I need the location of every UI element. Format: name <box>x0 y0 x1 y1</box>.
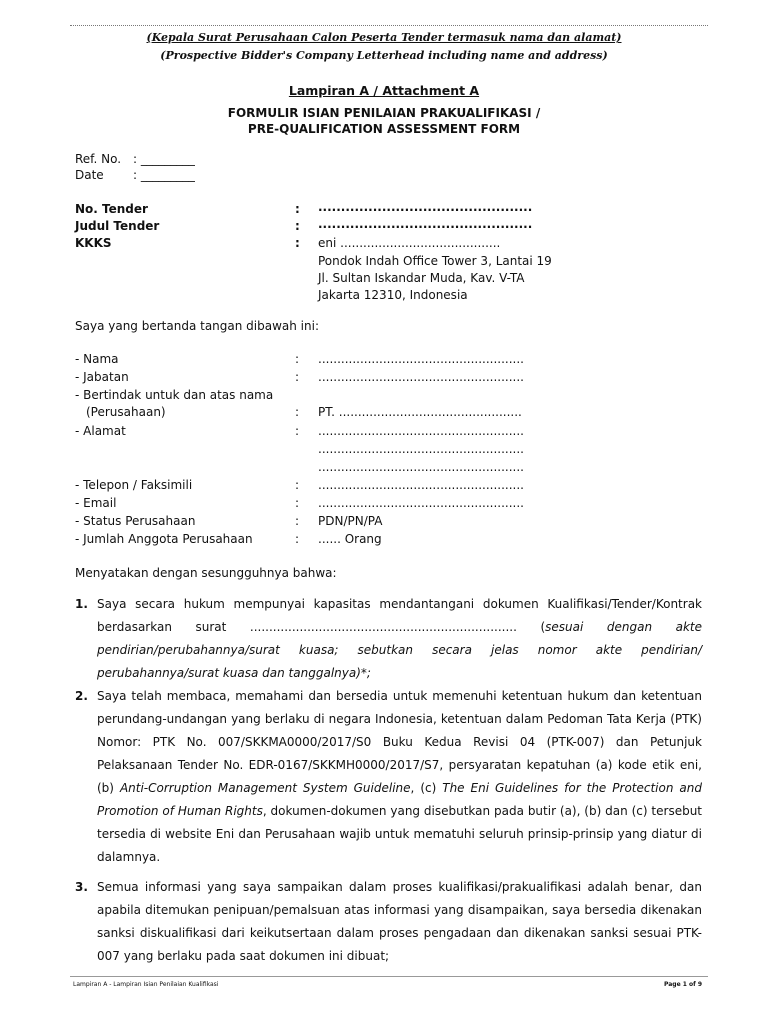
field-jumlah-value: ...... Orang <box>318 532 382 546</box>
field-jabatan-value: ...................................................... <box>318 370 524 384</box>
item-2-number: 2. <box>75 689 88 703</box>
no-tender-value: ............................................... <box>318 200 533 214</box>
kkks-address-2: Jl. Sultan Iskandar Muda, Kav. V-TA <box>318 271 525 285</box>
colon: : <box>295 202 300 216</box>
top-dotted-divider <box>70 25 708 26</box>
field-email-label: - Email <box>75 496 117 510</box>
no-tender-label: No. Tender <box>75 202 148 216</box>
attachment-title: Lampiran A / Attachment A <box>288 83 480 98</box>
declaration-intro: Menyatakan dengan sesungguhnya bahwa: <box>75 566 337 580</box>
judul-tender-value: ............................................... <box>318 217 533 231</box>
field-status-label: - Status Perusahaan <box>75 514 196 528</box>
item-1-number: 1. <box>75 597 88 611</box>
colon: : <box>295 424 300 438</box>
field-perusahaan-label: (Perusahaan) <box>86 405 166 419</box>
kkks-label: KKKS <box>75 236 112 250</box>
ref-no-value: : _________ <box>133 152 195 166</box>
footer-left-text: Lampiran A - Lampiran Isian Penilaian Kualifikasi <box>73 981 219 988</box>
letterhead-line-2: (Prospective Bidder's Company Letterhead including name and address) <box>160 49 608 62</box>
intro-text: Saya yang bertanda tangan dibawah ini: <box>75 319 319 333</box>
field-alamat-value-3: ...................................................... <box>318 460 524 474</box>
colon: : <box>295 478 300 492</box>
field-alamat-label: - Alamat <box>75 424 126 438</box>
colon: : <box>295 496 300 510</box>
item-2-text-c: , (c) <box>410 781 443 795</box>
colon: : <box>295 405 300 419</box>
item-1-text-main: Saya secara hukum mempunyai kapasitas mendantangani dokumen Kualifikasi/Tender/Kontrak berdasarkan surat ...................................................................... ( <box>97 597 702 634</box>
item-1-text-italic: sesuai dengan akte pendirian/perubahannya/surat kuasa; sebutkan secara jelas nomor akte pendirian/ perubahannya/surat kuasa dan tanggalnya)*; <box>97 620 702 680</box>
field-alamat-value-2: ...................................................... <box>318 442 524 456</box>
item-1-text <box>97 593 702 685</box>
colon: : <box>295 352 300 366</box>
field-perusahaan-value: PT. ................................................ <box>318 405 522 419</box>
kkks-address-3: Jakarta 12310, Indonesia <box>318 288 468 302</box>
item-2-text-b: Anti-Corruption Management System Guideline <box>119 781 411 795</box>
item-2-text-d: The Eni Guidelines for the Protection and Promotion of Human Rights <box>97 781 702 818</box>
colon: : <box>295 370 300 384</box>
field-nama-value: ...................................................... <box>318 352 524 366</box>
kkks-value: eni .......................................... <box>318 236 501 250</box>
field-bertindak-label: - Bertindak untuk dan atas nama <box>75 388 274 402</box>
footer-page-number: Page 1 of 9 <box>664 981 702 988</box>
field-alamat-value-1: ...................................................... <box>318 424 524 438</box>
colon: : <box>295 514 300 528</box>
date-label: Date <box>75 168 104 182</box>
colon: : <box>295 236 300 250</box>
field-status-value: PDN/PN/PA <box>318 514 383 528</box>
item-2-text <box>97 685 702 869</box>
form-title-id: FORMULIR ISIAN PENILAIAN PRAKUALIFIKASI / <box>227 106 541 120</box>
field-email-value: ...................................................... <box>318 496 524 510</box>
form-title-en: PRE-QUALIFICATION ASSESSMENT FORM <box>247 122 521 136</box>
field-nama-label: - Nama <box>75 352 119 366</box>
item-3-text: Semua informasi yang saya sampaikan dalam proses kualifikasi/prakualifikasi adalah benar, dan apabila ditemukan penipuan/pemalsuan atas informasi yang disampaikan, saya bersedia dikenakan sanksi diskualifikasi dari keikutsertaan dalam proses pengadaan dan dikenakan sanksi sesuai PTK-007 yang berlaku pada saat dokumen ini dibuat; <box>97 880 702 963</box>
kkks-address-1: Pondok Indah Office Tower 3, Lantai 19 <box>318 254 552 268</box>
colon: : <box>295 219 300 233</box>
judul-tender-label: Judul Tender <box>75 219 160 233</box>
date-value: : _________ <box>133 168 195 182</box>
field-jabatan-label: - Jabatan <box>75 370 129 384</box>
ref-no-label: Ref. No. <box>75 152 122 166</box>
item-3-number: 3. <box>75 880 88 894</box>
field-jumlah-label: - Jumlah Anggota Perusahaan <box>75 532 253 546</box>
footer-divider <box>70 976 708 977</box>
letterhead-line-1: (Kepala Surat Perusahaan Calon Peserta Tender termasuk nama dan alamat) <box>146 31 622 44</box>
item-2-text-a: Saya telah membaca, memahami dan bersedia untuk memenuhi ketentuan hukum dan ketentuan perundang-undangan yang berlaku di negara Indonesia, ketentuan dalam Pedoman Tata Kerja (PTK) Nomor: PTK No. 007/SKKMA0000/2017/S0 Buku Kedua Revisi 04 (PTK-007) dan Petunjuk Pelaksanaan Tender No. EDR-0167/SKKMH0000/2017/S7, persyaratan kepatuhan (a) kode etik eni, (b) <box>97 689 702 795</box>
field-telepon-value: ...................................................... <box>318 478 524 492</box>
colon: : <box>295 532 300 546</box>
item-2-text-e: , dokumen-dokumen yang disebutkan pada butir (a), (b) dan (c) tersebut tersedia di website Eni dan Perusahaan wajib untuk mematuhi seluruh prinsip-prinsip yang diatur di dalamnya. <box>97 804 703 864</box>
field-telepon-label: - Telepon / Faksimili <box>75 478 193 492</box>
